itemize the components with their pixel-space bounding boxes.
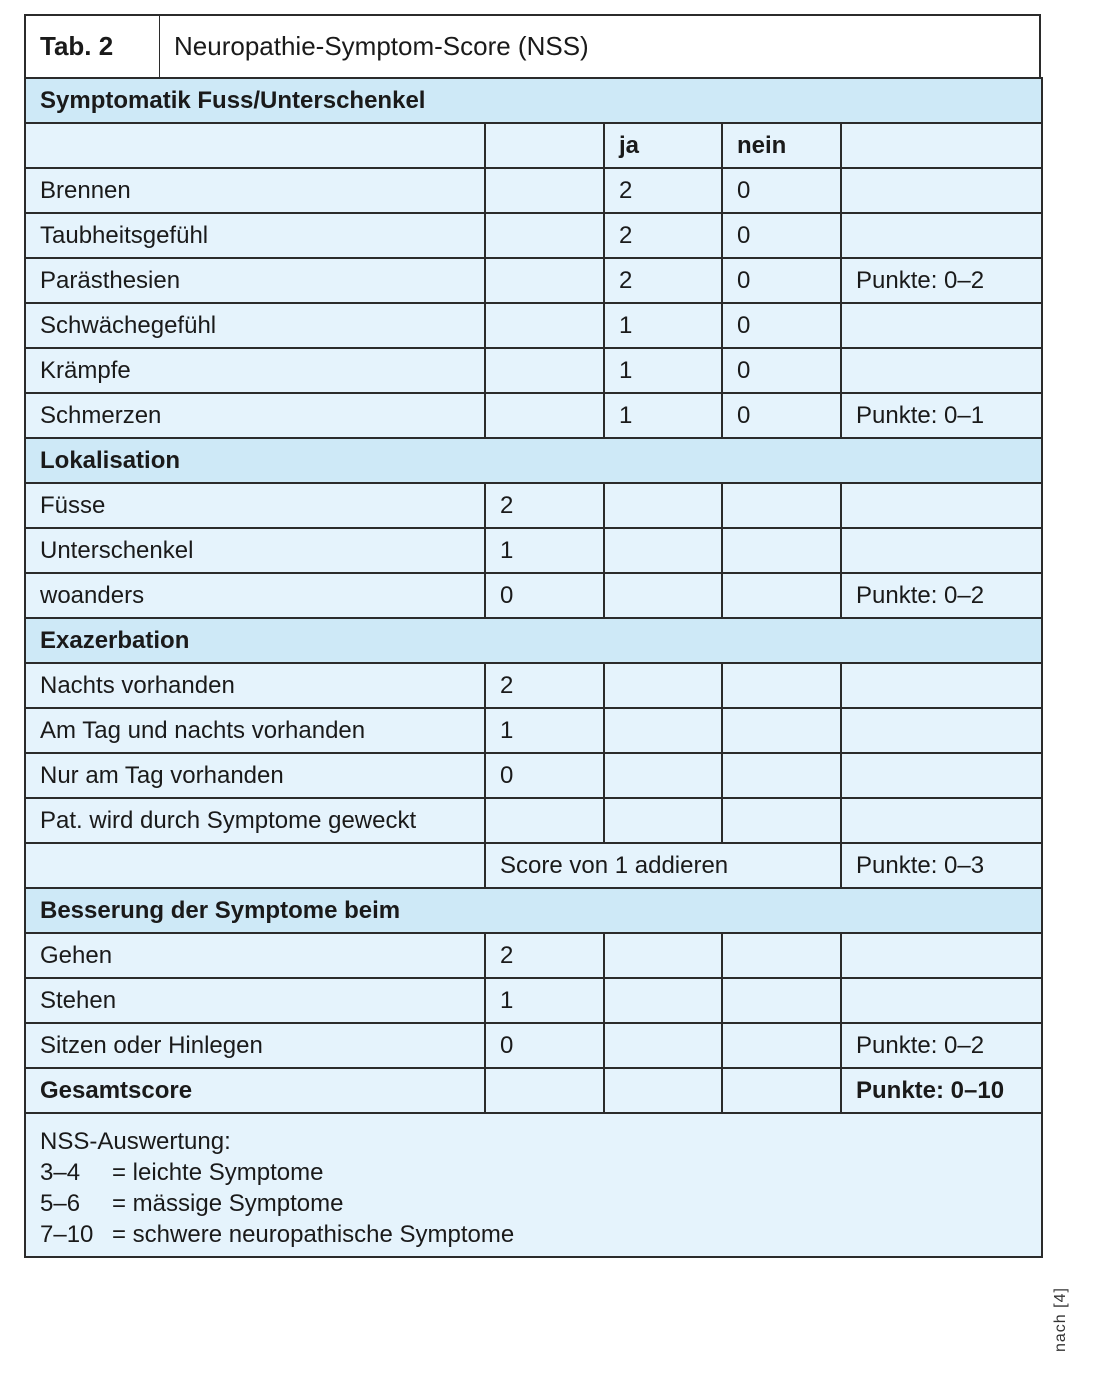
row-points: 2 [485, 663, 604, 708]
row-point-range [841, 483, 1042, 528]
row-points: 0 [485, 753, 604, 798]
table-row [25, 303, 1042, 348]
row-nein-value: 0 [722, 348, 841, 393]
row-points [485, 258, 604, 303]
row-points [485, 348, 604, 393]
column-header-row [25, 123, 1042, 168]
row-ja-value: 2 [604, 168, 722, 213]
section-heading-row [25, 438, 1042, 483]
table-row [25, 663, 1042, 708]
table-row [25, 393, 1042, 438]
table-title: Neuropathie-Symptom-Score (NSS) [174, 31, 589, 61]
total-point-range: Punkte: 0–10 [841, 1068, 1042, 1113]
row-ja-value [604, 663, 722, 708]
row-points: 1 [485, 978, 604, 1023]
row-nein-value: 0 [722, 168, 841, 213]
table-row [25, 483, 1042, 528]
table-row [25, 933, 1042, 978]
table-row [25, 573, 1042, 618]
row-nein-value [722, 798, 841, 843]
evaluation-row [25, 1113, 1042, 1257]
row-nein-value: 0 [722, 303, 841, 348]
row-point-range [841, 303, 1042, 348]
row-point-range [841, 753, 1042, 798]
table-number: Tab. 2 [26, 16, 160, 77]
table-row [25, 978, 1042, 1023]
section-heading: Lokalisation [25, 438, 1042, 483]
row-ja-value: 1 [604, 348, 722, 393]
section-heading-row [25, 78, 1042, 123]
header-points [485, 123, 604, 168]
row-nein-value [722, 978, 841, 1023]
row-ja-value [604, 798, 722, 843]
row-points [485, 393, 604, 438]
evaluation-range: 5–6 [40, 1190, 81, 1217]
row-nein-value [722, 1023, 841, 1068]
row-nein-value [722, 483, 841, 528]
table-row [25, 213, 1042, 258]
row-point-range [841, 708, 1042, 753]
row-ja-value [604, 933, 722, 978]
row-ja-value [604, 483, 722, 528]
evaluation-range: 3–4 [40, 1159, 81, 1186]
row-nein-value [722, 708, 841, 753]
row-label: Schwächegefühl [25, 303, 485, 348]
row-ja-value [604, 753, 722, 798]
row-label: Brennen [25, 168, 485, 213]
row-ja-value [604, 978, 722, 1023]
row-point-range [841, 798, 1042, 843]
evaluation-notes [25, 1113, 1042, 1257]
row-points: 0 [485, 573, 604, 618]
row-label: Gehen [25, 933, 485, 978]
row-label: Schmerzen [25, 393, 485, 438]
row-label: Pat. wird durch Symptome geweckt [25, 798, 485, 843]
row-label: Parästhesien [25, 258, 485, 303]
row-ja-value: 2 [604, 213, 722, 258]
nss-table-frame [24, 14, 1041, 1258]
row-point-range: Punkte: 0–2 [841, 1023, 1042, 1068]
section-heading: Besserung der Symptome beim [25, 888, 1042, 933]
header-item [25, 123, 485, 168]
addendum-text: Score von 1 addieren [485, 843, 841, 888]
row-ja-value: 2 [604, 258, 722, 303]
row-point-range [841, 168, 1042, 213]
table-title-row [24, 14, 1041, 77]
table-row [25, 348, 1042, 393]
row-label: Taubheitsgefühl [25, 213, 485, 258]
row-label: woanders [25, 573, 485, 618]
table-row [25, 798, 1042, 843]
row-point-range [841, 213, 1042, 258]
row-ja-value [604, 1023, 722, 1068]
row-ja-value [604, 573, 722, 618]
header-range [841, 123, 1042, 168]
row-nein-value [722, 528, 841, 573]
table-row [25, 753, 1042, 798]
row-point-range [841, 978, 1042, 1023]
row-point-range [841, 348, 1042, 393]
total-label: Gesamtscore [25, 1068, 485, 1113]
row-label: Krämpfe [25, 348, 485, 393]
table-row [25, 528, 1042, 573]
row-points [485, 798, 604, 843]
row-ja-value [604, 708, 722, 753]
evaluation-heading: NSS-Auswertung: [40, 1128, 231, 1155]
row-label: Sitzen oder Hinlegen [25, 1023, 485, 1068]
row-point-range: Punkte: 0–2 [841, 258, 1042, 303]
addendum-row [25, 843, 1042, 888]
row-points: 2 [485, 483, 604, 528]
nss-score-table [24, 77, 1043, 1258]
row-nein-value [722, 663, 841, 708]
evaluation-range: 7–10 [40, 1221, 94, 1248]
evaluation-text: = schwere neuropathische Symptome [112, 1221, 515, 1248]
header-nein: nein [722, 123, 841, 168]
row-nein-value [722, 573, 841, 618]
evaluation-item [40, 1157, 1041, 1188]
evaluation-text: = leichte Symptome [112, 1159, 324, 1186]
section-heading-row [25, 888, 1042, 933]
row-nein-value [722, 933, 841, 978]
row-label: Nur am Tag vorhanden [25, 753, 485, 798]
evaluation-item [40, 1219, 1041, 1250]
row-points: 0 [485, 1023, 604, 1068]
row-label: Nachts vorhanden [25, 663, 485, 708]
row-nein-value: 0 [722, 258, 841, 303]
row-point-range: Punkte: 0–2 [841, 573, 1042, 618]
row-label: Unterschenkel [25, 528, 485, 573]
row-point-range [841, 528, 1042, 573]
row-points: 1 [485, 708, 604, 753]
evaluation-item [40, 1188, 1041, 1219]
section-heading-row [25, 618, 1042, 663]
row-nein-value: 0 [722, 393, 841, 438]
total-ja [604, 1068, 722, 1113]
evaluation-text: = mässige Symptome [112, 1190, 344, 1217]
row-points [485, 213, 604, 258]
row-label: Füsse [25, 483, 485, 528]
row-points: 1 [485, 528, 604, 573]
row-points [485, 168, 604, 213]
row-ja-value: 1 [604, 393, 722, 438]
addendum-point-range: Punkte: 0–3 [841, 843, 1042, 888]
header-ja: ja [604, 123, 722, 168]
row-nein-value [722, 753, 841, 798]
row-nein-value: 0 [722, 213, 841, 258]
row-ja-value: 1 [604, 303, 722, 348]
total-row [25, 1068, 1042, 1113]
source-citation: nach [4] [1052, 1287, 1069, 1352]
row-point-range [841, 933, 1042, 978]
section-heading: Exazerbation [25, 618, 1042, 663]
addendum-label [25, 843, 485, 888]
row-label: Stehen [25, 978, 485, 1023]
section-heading: Symptomatik Fuss/Unterschenkel [25, 78, 1042, 123]
row-label: Am Tag und nachts vorhanden [25, 708, 485, 753]
row-point-range [841, 663, 1042, 708]
row-point-range: Punkte: 0–1 [841, 393, 1042, 438]
table-row [25, 708, 1042, 753]
row-points [485, 303, 604, 348]
table-row [25, 1023, 1042, 1068]
row-ja-value [604, 528, 722, 573]
total-points [485, 1068, 604, 1113]
table-row [25, 168, 1042, 213]
row-points: 2 [485, 933, 604, 978]
total-nein [722, 1068, 841, 1113]
table-row [25, 258, 1042, 303]
